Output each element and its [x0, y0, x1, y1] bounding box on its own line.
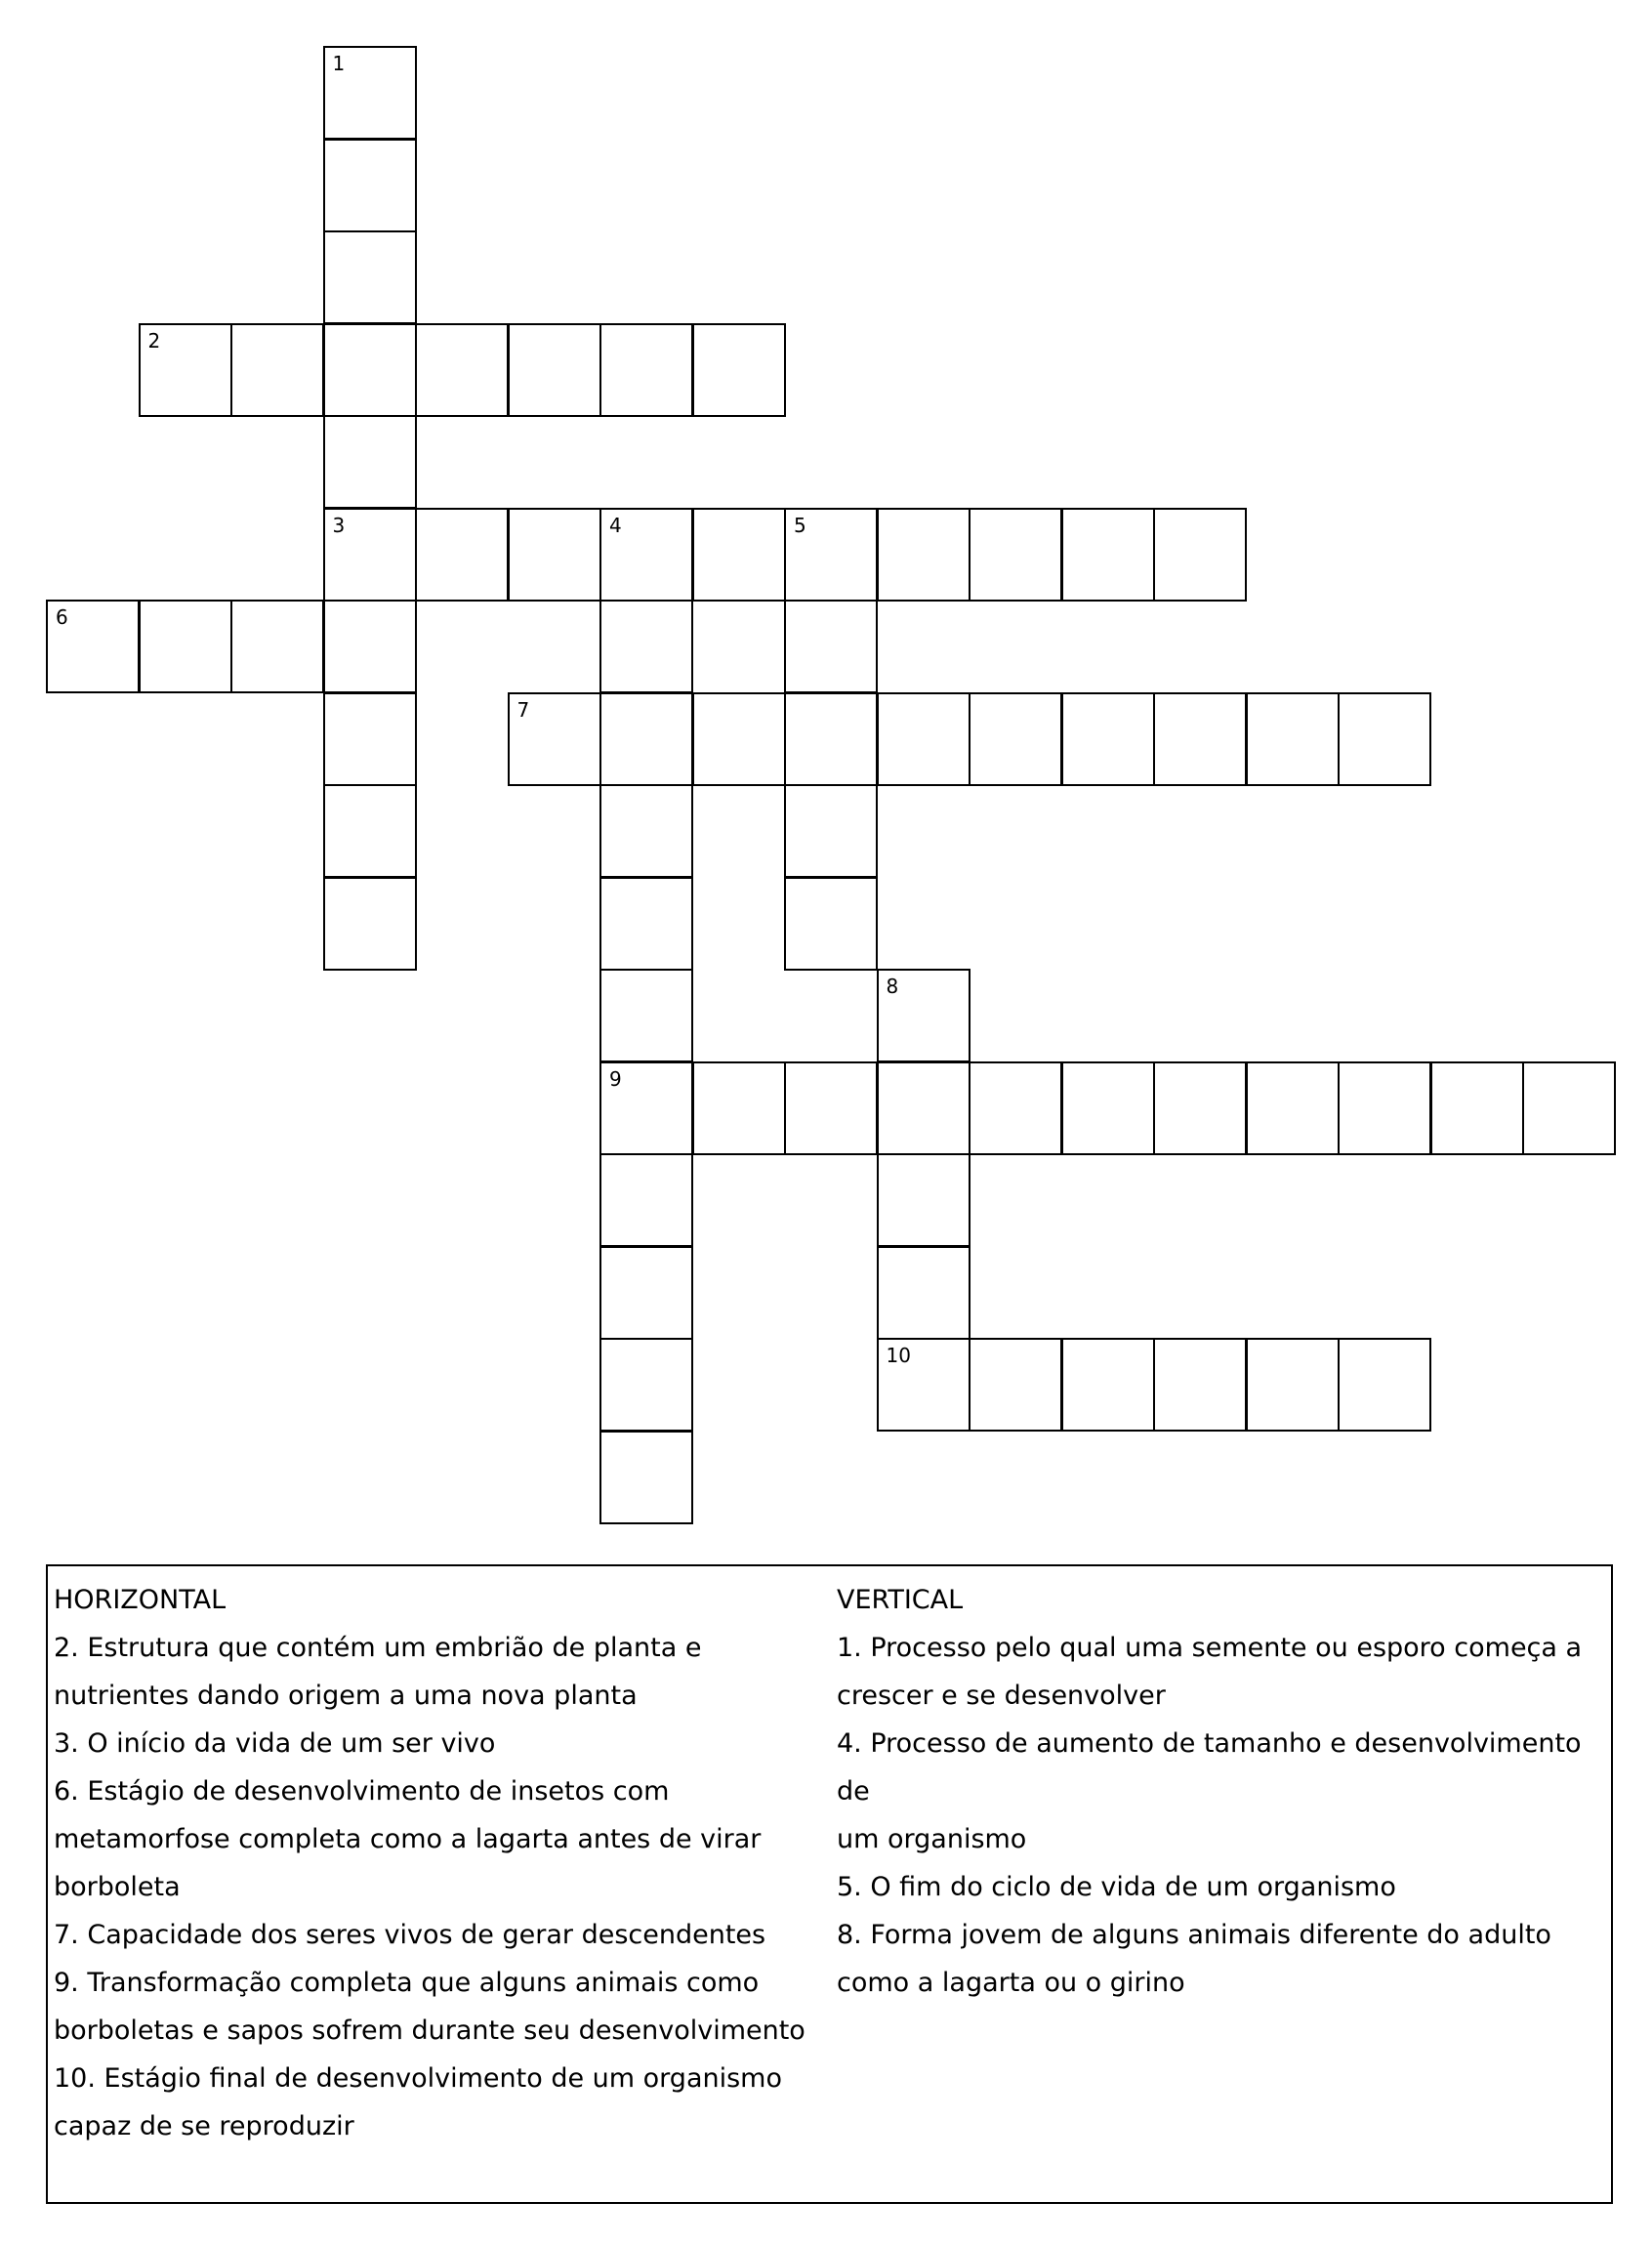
- clues-box: [46, 1564, 1613, 2204]
- clue-number: 6: [56, 605, 68, 629]
- crossword-cell[interactable]: [784, 600, 878, 693]
- crossword-cell[interactable]: [1430, 1061, 1524, 1155]
- crossword-cell[interactable]: [877, 1061, 971, 1155]
- clue-line: 2. Estrutura que contém um embrião de planta e: [54, 1633, 702, 1663]
- crossword-cell[interactable]: [139, 323, 232, 417]
- clue-number: 2: [147, 328, 161, 353]
- clue-number: 7: [516, 697, 530, 722]
- crossword-cell[interactable]: [323, 230, 417, 324]
- clue-number: 10: [886, 1344, 911, 1367]
- crossword-cell[interactable]: [599, 1431, 693, 1524]
- crossword-cell[interactable]: [599, 784, 693, 878]
- clue-number: 1: [332, 52, 346, 75]
- crossword-cell[interactable]: [1153, 508, 1247, 602]
- crossword-cell[interactable]: [692, 323, 786, 417]
- clue-line: 1. Processo pelo qual uma semente ou esporo começa a: [837, 1633, 1583, 1663]
- crossword-cell[interactable]: [1522, 1061, 1616, 1155]
- crossword-cell[interactable]: [599, 969, 693, 1062]
- crossword-cell[interactable]: [1061, 1061, 1155, 1155]
- clue-line: 6. Estágio de desenvolvimento de insetos com: [54, 1776, 670, 1807]
- crossword-cell[interactable]: [1246, 1061, 1340, 1155]
- crossword-cell[interactable]: [969, 1061, 1062, 1155]
- crossword-cell[interactable]: [1061, 508, 1155, 602]
- crossword-cell[interactable]: [323, 139, 417, 232]
- clue-line: borboletas e sapos sofrem durante seu desenvolvimento: [54, 2015, 805, 2046]
- crossword-cell[interactable]: [323, 600, 417, 693]
- clue-line: um organismo: [837, 1824, 1027, 1854]
- crossword-cell[interactable]: [1153, 1338, 1247, 1432]
- clue-line: 7. Capacidade dos seres vivos de gerar descendentes: [54, 1920, 766, 1950]
- crossword-cell[interactable]: [323, 784, 417, 878]
- crossword-cell[interactable]: [1246, 692, 1340, 786]
- crossword-cell[interactable]: [784, 1061, 878, 1155]
- crossword-cell[interactable]: [230, 600, 324, 693]
- clue-line: 8. Forma jovem de alguns animais diferente do adulto: [837, 1920, 1551, 1950]
- crossword-cell[interactable]: [323, 323, 417, 417]
- clue-line: crescer e se desenvolver: [837, 1681, 1166, 1711]
- crossword-cell[interactable]: [877, 508, 971, 602]
- clue-line: nutrientes dando origem a uma nova planta: [54, 1681, 638, 1711]
- crossword-cell[interactable]: [508, 508, 601, 602]
- crossword-cell[interactable]: [323, 415, 417, 509]
- clue-number: 5: [794, 513, 806, 537]
- crossword-cell[interactable]: [1061, 1338, 1155, 1432]
- crossword-cell[interactable]: [139, 600, 232, 693]
- crossword-cell[interactable]: [784, 877, 878, 971]
- clue-line: borboleta: [54, 1872, 181, 1902]
- crossword-cell[interactable]: [599, 1153, 693, 1247]
- clue-number: 8: [886, 975, 899, 998]
- clue-line: 5. O fim do ciclo de vida de um organismo: [837, 1872, 1396, 1902]
- crossword-cell[interactable]: [692, 1061, 786, 1155]
- clue-line: 10. Estágio final de desenvolvimento de um organismo: [54, 2063, 782, 2094]
- horizontal-title: HORIZONTAL: [54, 1585, 227, 1615]
- crossword-cell[interactable]: [599, 508, 693, 602]
- crossword-cell[interactable]: [323, 508, 417, 602]
- clue-line: capaz de se reproduzir: [54, 2111, 354, 2141]
- crossword-cell[interactable]: [508, 323, 601, 417]
- crossword-cell[interactable]: [599, 323, 693, 417]
- crossword-cell[interactable]: [323, 46, 417, 140]
- crossword-cell[interactable]: [599, 692, 693, 786]
- crossword-cell[interactable]: [1061, 692, 1155, 786]
- crossword-cell[interactable]: [230, 323, 324, 417]
- clue-line: como a lagarta ou o girino: [837, 1968, 1185, 1998]
- clue-number: 4: [609, 513, 622, 537]
- crossword-cell[interactable]: [784, 784, 878, 878]
- crossword-cell[interactable]: [969, 508, 1062, 602]
- crossword-cell[interactable]: [599, 1338, 693, 1432]
- crossword-cell[interactable]: [599, 1061, 693, 1155]
- crossword-cell[interactable]: [46, 600, 140, 693]
- crossword-cell[interactable]: [1246, 1338, 1340, 1432]
- crossword-cell[interactable]: [1338, 1338, 1431, 1432]
- crossword-cell[interactable]: [877, 969, 971, 1062]
- crossword-cell[interactable]: [1153, 692, 1247, 786]
- crossword-cell[interactable]: [599, 877, 693, 971]
- horizontal-clues: [54, 1576, 825, 2150]
- clue-number: 3: [332, 513, 346, 537]
- crossword-cell[interactable]: [415, 323, 509, 417]
- clue-line: 9. Transformação completa que alguns animais como: [54, 1968, 760, 1998]
- clue-line: 4. Processo de aumento de tamanho e desenvolvimento de: [837, 1728, 1582, 1807]
- crossword-cell[interactable]: [969, 692, 1062, 786]
- crossword-cell[interactable]: [784, 508, 878, 602]
- crossword-cell[interactable]: [877, 1246, 971, 1340]
- crossword-cell[interactable]: [599, 1246, 693, 1340]
- crossword-cell[interactable]: [1338, 692, 1431, 786]
- crossword-cell[interactable]: [323, 877, 417, 971]
- vertical-clues: [837, 1576, 1613, 2007]
- clue-line: metamorfose completa como a lagarta antes de virar: [54, 1824, 762, 1854]
- crossword-cell[interactable]: [692, 692, 786, 786]
- crossword-cell[interactable]: [599, 600, 693, 693]
- crossword-cell[interactable]: [323, 692, 417, 786]
- crossword-cell[interactable]: [877, 1338, 971, 1432]
- crossword-cell[interactable]: [1338, 1061, 1431, 1155]
- crossword-cell[interactable]: [784, 692, 878, 786]
- crossword-cell[interactable]: [415, 508, 509, 602]
- vertical-title: VERTICAL: [837, 1585, 964, 1615]
- clue-line: 3. O início da vida de um ser vivo: [54, 1728, 496, 1759]
- crossword-cell[interactable]: [969, 1338, 1062, 1432]
- crossword-cell[interactable]: [877, 692, 971, 786]
- crossword-cell[interactable]: [1153, 1061, 1247, 1155]
- crossword-cell[interactable]: [877, 1153, 971, 1247]
- clue-number: 9: [609, 1066, 622, 1091]
- crossword-cell[interactable]: [508, 692, 601, 786]
- crossword-cell[interactable]: [692, 508, 786, 602]
